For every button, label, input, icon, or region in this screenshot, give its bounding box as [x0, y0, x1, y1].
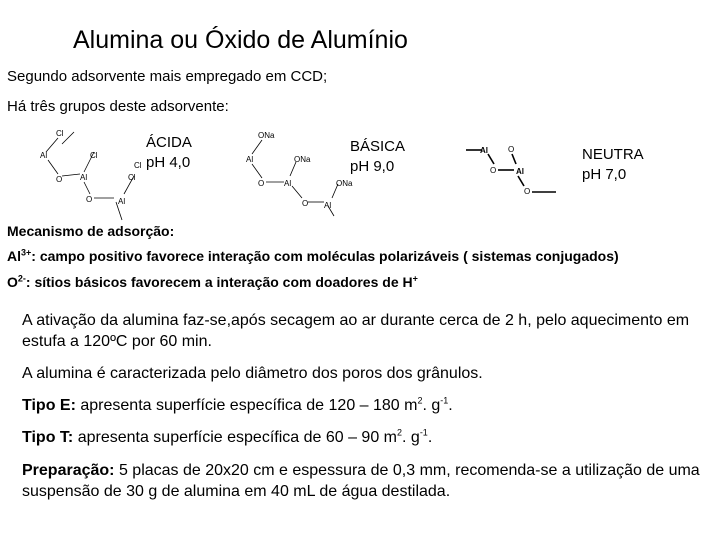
mechanism-o-line	[7, 274, 418, 290]
prep-text: 5 placas de 20x20 cm e espessura de 0,3 mm, recomenda-se a utilização de uma suspensão de 30 g de alumina em 40 mL de água destilada.	[22, 462, 700, 500]
unit-exponent: 2	[397, 427, 403, 438]
group-neutral-name: NEUTRA	[582, 146, 644, 163]
tipo-t-text: apresenta superfície específica de 60 – 90 m	[73, 429, 397, 446]
tipo-e-text: apresenta superfície específica de 120 – 180 m	[75, 397, 418, 414]
group-acid-name: ÁCIDA	[146, 134, 192, 151]
acid-alumina-structure	[18, 124, 148, 224]
atom-label: ONa	[336, 179, 353, 188]
atom-label: O	[508, 145, 515, 154]
atom-label: Al	[246, 155, 254, 164]
group-basic-name: BÁSICA	[350, 138, 406, 155]
unit-exponent: 2	[417, 395, 423, 406]
al-text: : campo positivo favorece interação com moléculas polarizáveis ( sistemas conjugados)	[31, 248, 619, 264]
o-ion: O	[7, 274, 18, 290]
group-acid-label	[146, 133, 192, 173]
preparation-paragraph	[22, 460, 702, 502]
atom-label: O	[524, 187, 531, 196]
atom-label: Al	[40, 151, 48, 160]
h-charge: +	[412, 273, 418, 284]
unit-end: .	[448, 397, 453, 414]
atom-label: Al	[324, 201, 332, 210]
atom-label: Al	[480, 146, 488, 155]
unit-end: .	[427, 429, 433, 446]
atom-label: ONa	[294, 155, 311, 164]
atom-label: Cl	[128, 173, 136, 182]
atom-label: Cl	[134, 161, 142, 170]
unit-exponent: -1	[419, 427, 428, 438]
mechanism-al-line	[7, 248, 619, 264]
atom-label: ONa	[258, 131, 275, 140]
neutral-alumina-structure	[460, 138, 560, 200]
mechanism-heading: Mecanismo de adsorção:	[7, 223, 175, 239]
atom-label: O	[56, 175, 63, 184]
group-neutral-ph: pH 7,0	[582, 166, 627, 183]
intro-line-1: Segundo adsorvente mais empregado em CCD;	[7, 68, 328, 85]
o-text: : sítios básicos favorecem a interação com doadores de H	[25, 274, 413, 290]
unit-exponent: -1	[440, 395, 449, 406]
o-charge: 2-	[17, 273, 26, 284]
tipo-e-paragraph	[22, 395, 702, 416]
al-charge: 3+	[21, 247, 32, 258]
atom-label: Al	[80, 173, 88, 182]
prep-label: Preparação:	[22, 462, 115, 479]
atom-label: Cl	[56, 129, 64, 138]
intro-line-2: Há três grupos deste adsorvente:	[7, 98, 229, 115]
unit-mid: . g	[422, 397, 441, 414]
al-ion: Al	[7, 248, 21, 264]
atom-label: Al	[516, 167, 524, 176]
atom-label: Cl	[90, 151, 98, 160]
group-acid-ph: pH 4,0	[146, 154, 191, 171]
page-title: Alumina ou Óxido de Alumínio	[73, 26, 408, 54]
atom-label: O	[86, 195, 93, 204]
group-neutral-label	[582, 145, 644, 185]
activation-paragraph: A ativação da alumina faz-se,após secagem ao ar durante cerca de 2 h, pelo aquecimento em estufa a 120ºC por 60 min.	[22, 312, 690, 350]
basic-alumina-structure	[228, 128, 368, 220]
tipo-t-paragraph	[22, 427, 702, 448]
atom-label: Al	[118, 197, 126, 206]
tipo-e-label: Tipo E:	[22, 397, 76, 414]
atom-label: Al	[284, 179, 292, 188]
unit-mid: . g	[402, 429, 420, 446]
tipo-t-label: Tipo T:	[22, 429, 74, 446]
atom-label: O	[302, 199, 309, 208]
atom-label: O	[490, 166, 497, 175]
group-basic-ph: pH 9,0	[350, 158, 395, 175]
atom-label: O	[258, 179, 265, 188]
characterized-paragraph: A alumina é caracterizada pelo diâmetro dos poros dos grânulos.	[22, 365, 483, 382]
group-basic-label	[350, 137, 405, 177]
